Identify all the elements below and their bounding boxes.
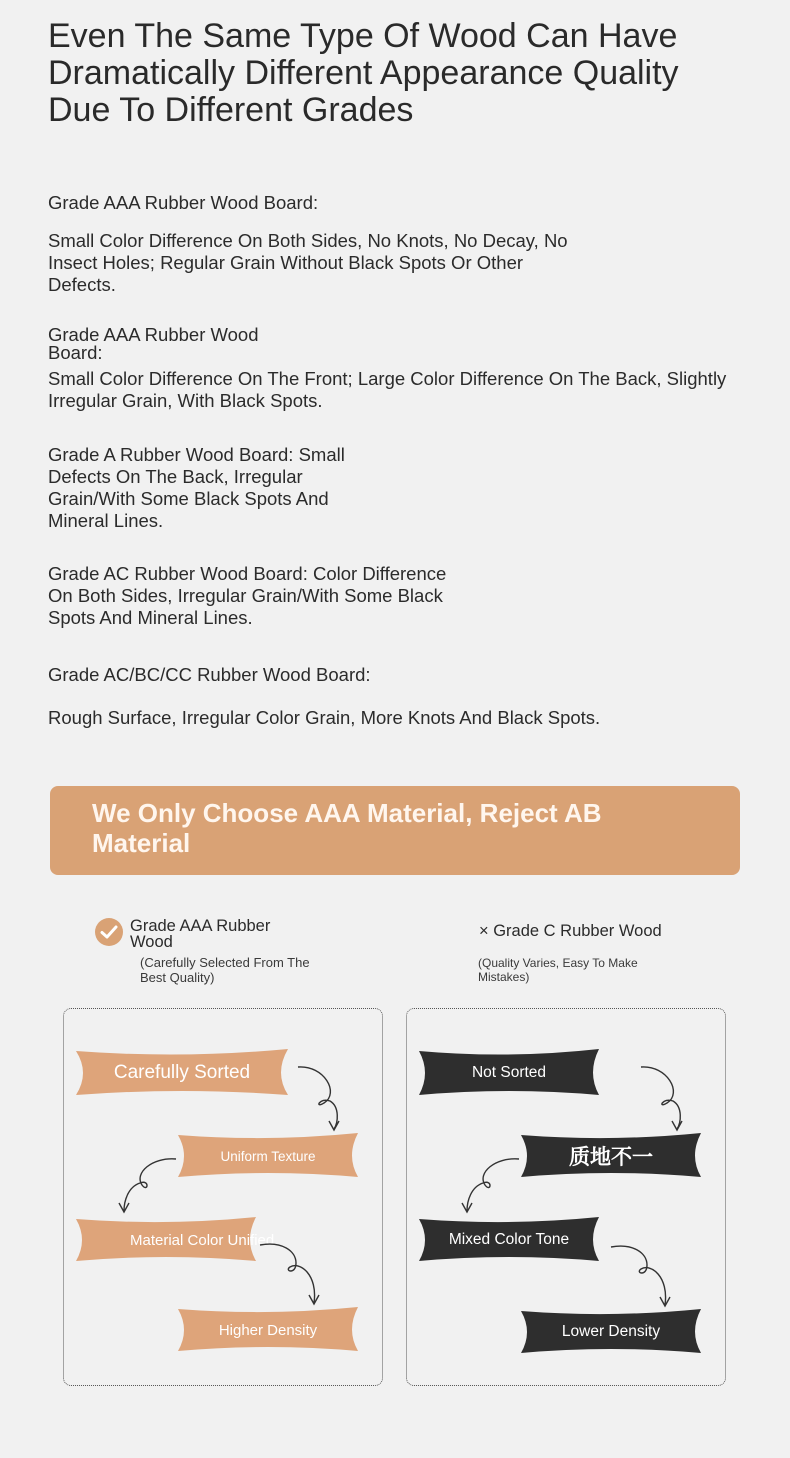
- feature-label: Material Color Unified: [130, 1231, 275, 1249]
- grade-description: Rough Surface, Irregular Color Grain, More Knots And Black Spots.: [48, 707, 601, 728]
- grade-cc-block: [48, 664, 738, 729]
- curved-arrow-icon: [607, 1243, 673, 1311]
- feature-ribbon: [419, 1217, 599, 1263]
- feature-ribbon: [521, 1309, 701, 1355]
- feature-ribbon: [178, 1133, 358, 1179]
- grade-aaa-back-block: [48, 326, 790, 412]
- feature-label: 质地不一: [569, 1146, 653, 1169]
- aaa-feature-panel: [63, 1008, 383, 1386]
- feature-label: Uniform Texture: [220, 1148, 316, 1164]
- right-column-subtitle: (Quality Varies, Easy To Make Mistakes): [478, 956, 638, 984]
- feature-ribbon: [521, 1133, 701, 1179]
- feature-ribbon: [419, 1049, 599, 1097]
- curved-arrow-icon: [637, 1063, 693, 1133]
- feature-label: Not Sorted: [471, 1064, 547, 1081]
- grade-aaa-block: [48, 192, 588, 296]
- page-title: Even The Same Type Of Wood Can Have Dramatically Different Appearance Quality Due To Different Grades: [48, 17, 679, 129]
- curved-arrow-icon: [256, 1241, 322, 1309]
- grade-heading: Grade A Rubber Wood Board: Small Defects On The Back, Irregular Grain/With Some Black Spots And Mineral Lines.: [48, 444, 345, 531]
- grade-description: Small Color Difference On The Front; Large Color Difference On The Back, Slightly Irregular Grain, With Black Spots.: [48, 368, 727, 411]
- feature-label: Higher Density: [218, 1321, 318, 1339]
- c-feature-panel: [406, 1008, 726, 1386]
- grade-heading: Grade AAA Rubber Wood Board:: [48, 192, 319, 213]
- grade-ac-block: [48, 563, 468, 629]
- check-circle-icon: [95, 918, 123, 946]
- grade-description: Small Color Difference On Both Sides, No Knots, No Decay, No Insect Holes; Regular Grain Without Black Spots Or Other Defects.: [48, 230, 568, 295]
- feature-label: Lower Density: [561, 1323, 661, 1340]
- grade-heading: Grade AAA Rubber Wood Board:: [48, 324, 259, 363]
- feature-ribbon: [76, 1049, 288, 1097]
- right-column-title: × Grade C Rubber Wood: [479, 922, 662, 940]
- feature-ribbon: [178, 1307, 358, 1353]
- curved-arrow-icon: [457, 1155, 527, 1217]
- left-column-subtitle: (Carefully Selected From The Best Quality): [140, 955, 310, 985]
- curved-arrow-icon: [294, 1063, 350, 1133]
- feature-label: Mixed Color Tone: [448, 1231, 570, 1248]
- feature-ribbon: [76, 1217, 275, 1263]
- feature-label: Carefully Sorted: [113, 1062, 251, 1083]
- left-column-title: Grade AAA Rubber Wood: [130, 917, 271, 951]
- grade-heading: Grade AC Rubber Wood Board: Color Difference On Both Sides, Irregular Grain/With Some Black Spots And Mineral Lines.: [48, 563, 447, 628]
- curved-arrow-icon: [114, 1155, 184, 1217]
- grade-a-block: [48, 444, 366, 532]
- grade-heading: Grade AC/BC/CC Rubber Wood Board:: [48, 664, 371, 685]
- banner-text: We Only Choose AAA Material, Reject AB Material: [92, 798, 602, 858]
